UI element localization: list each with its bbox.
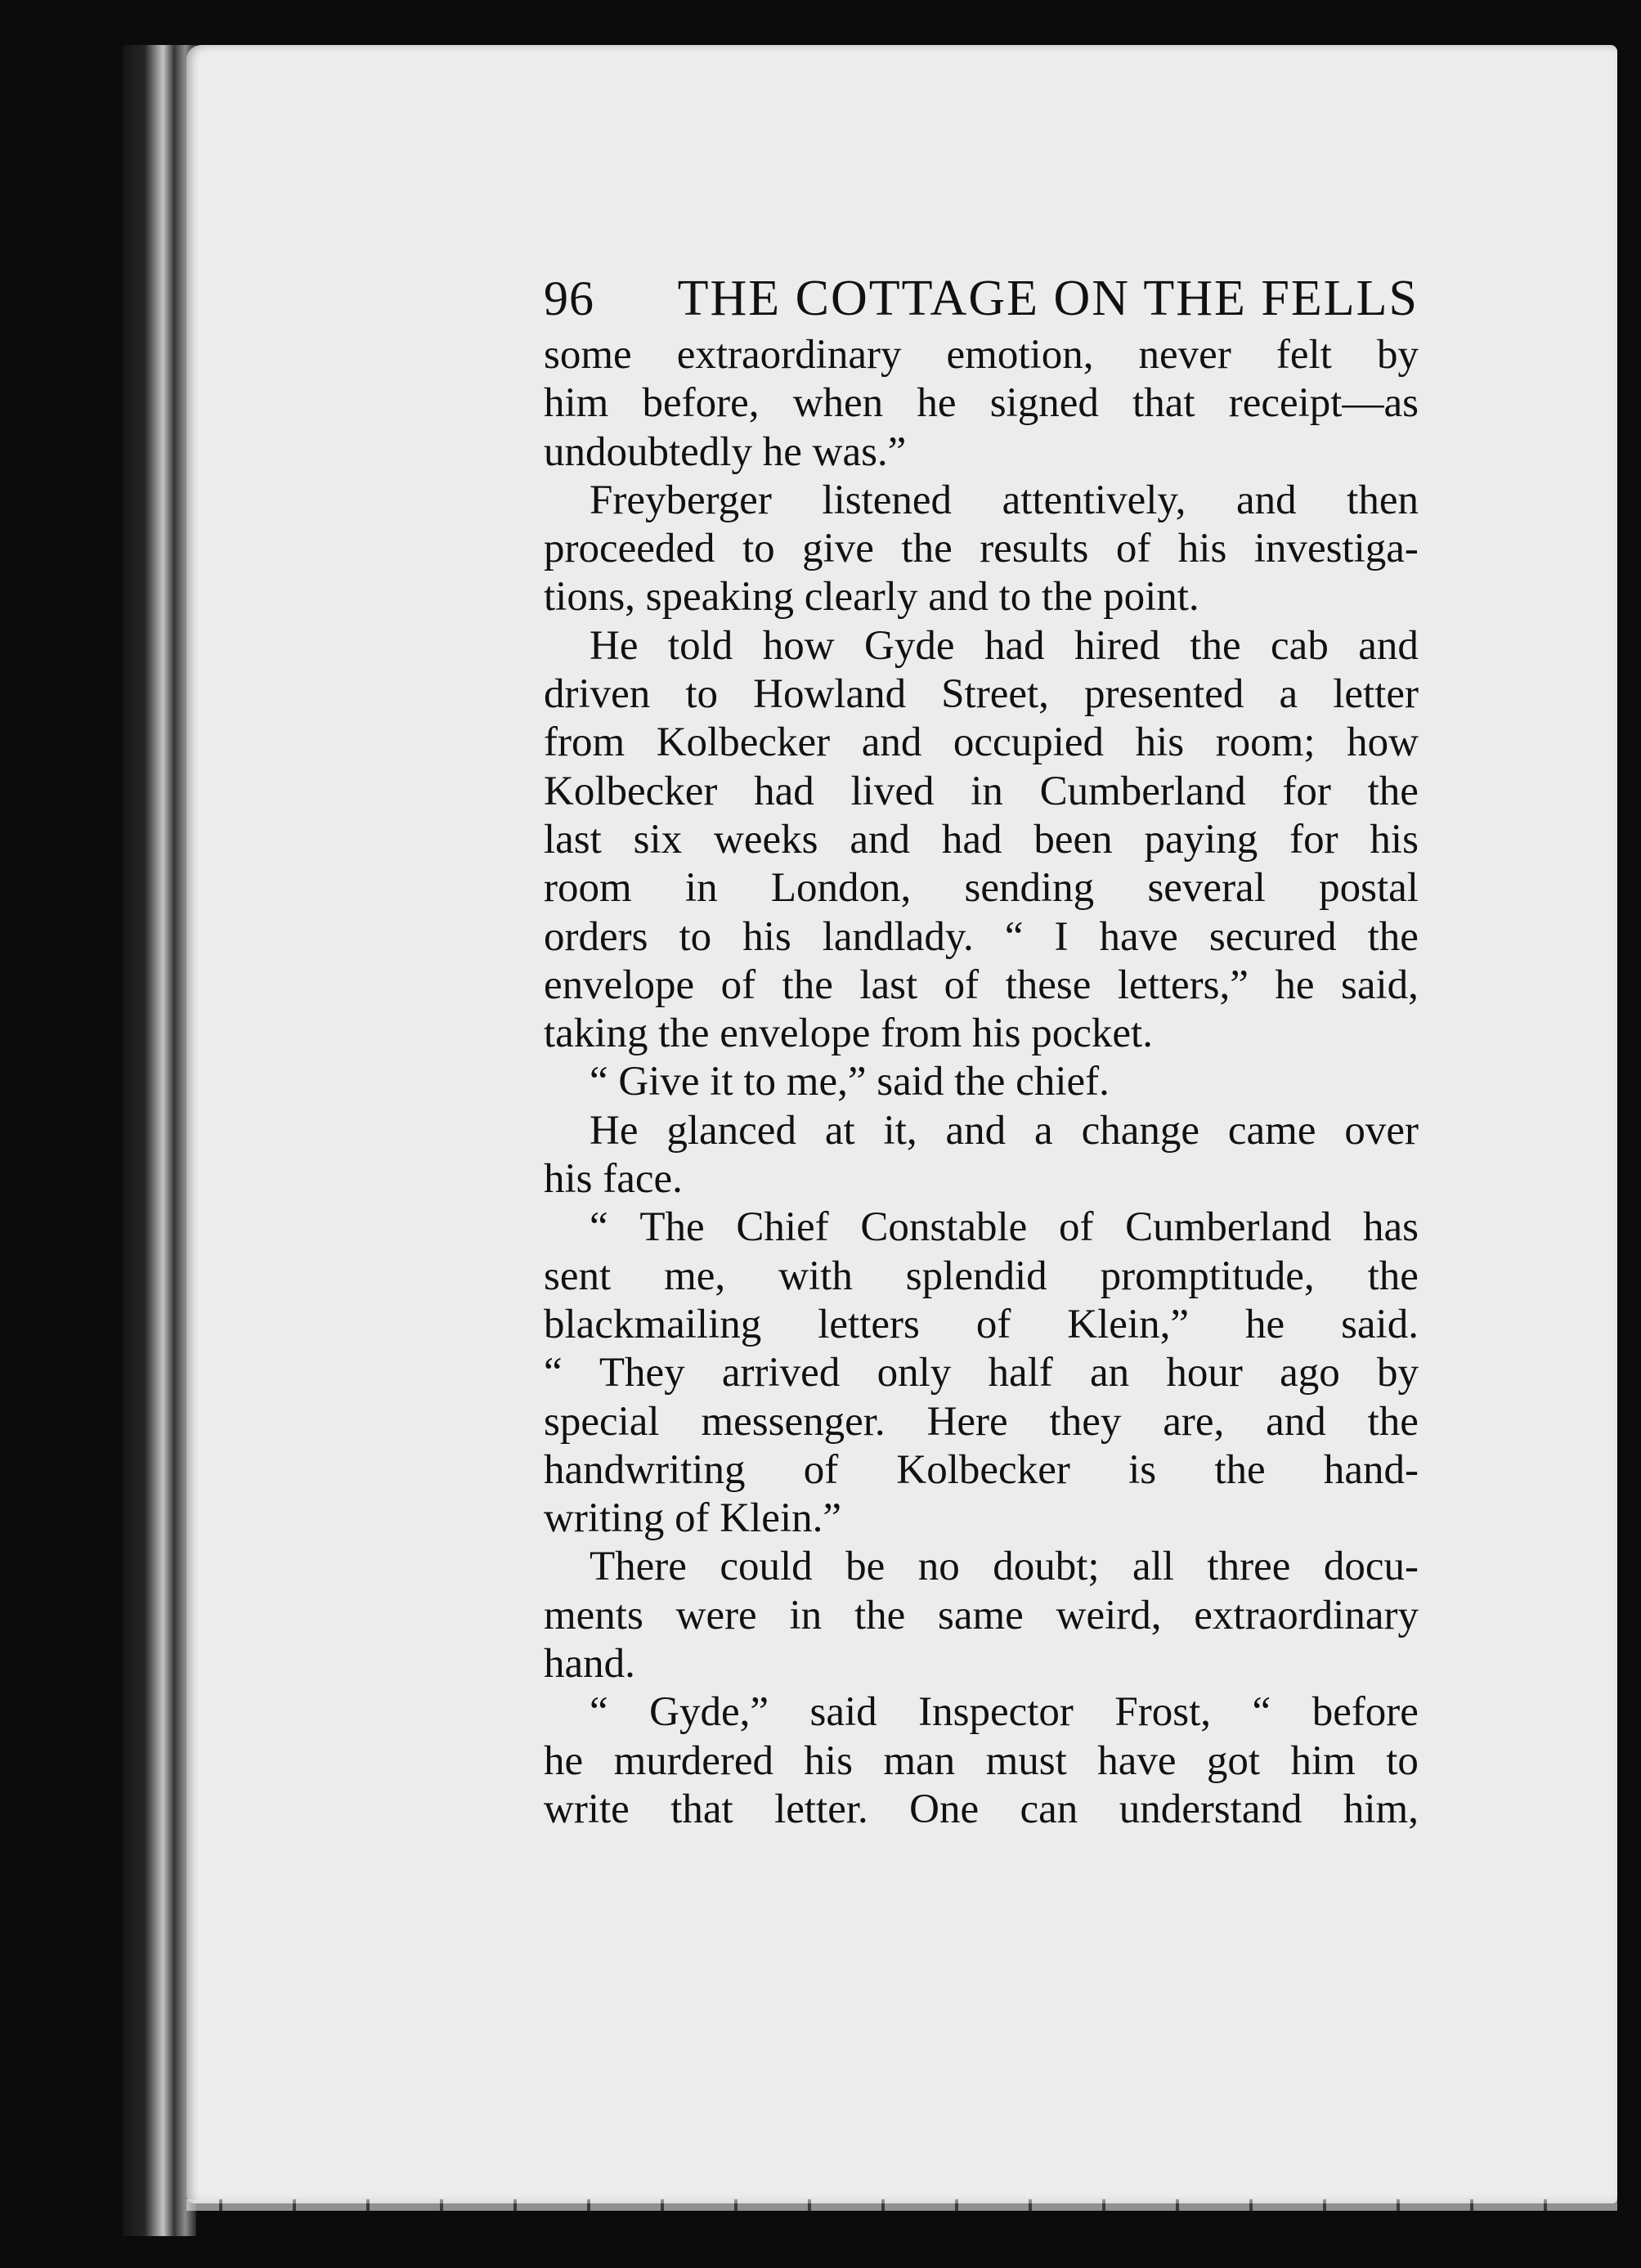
body-text bbox=[544, 331, 1419, 1834]
text-line: tions, speaking clearly and to the point. bbox=[544, 574, 1199, 621]
text-line: him before, when he signed that receipt—as bbox=[544, 380, 1419, 427]
running-head bbox=[544, 266, 1419, 331]
text-line: Kolbecker had lived in Cumberland for the bbox=[544, 768, 1419, 814]
text-line: writing of Klein.” bbox=[544, 1495, 841, 1542]
text-line: “ The Chief Constable of Cumberland has bbox=[590, 1204, 1419, 1251]
text-line: special messenger. Here they are, and the bbox=[544, 1398, 1419, 1445]
running-head-title: THE COTTAGE ON THE FELLS bbox=[677, 271, 1419, 326]
text-line: undoubtedly he was.” bbox=[544, 428, 907, 475]
text-line: sent me, with splendid promptitude, the bbox=[544, 1253, 1419, 1299]
text-line: hand. bbox=[544, 1641, 635, 1688]
text-line: “ They arrived only half an hour ago by bbox=[544, 1350, 1419, 1396]
text-line: “ Gyde,” said Inspector Frost, “ before bbox=[590, 1689, 1419, 1736]
text-line: some extraordinary emotion, never felt by bbox=[544, 332, 1419, 378]
text-line: handwriting of Kolbecker is the hand- bbox=[544, 1446, 1419, 1493]
text-line: envelope of the last of these letters,” he said, bbox=[544, 961, 1419, 1008]
text-line: ments were in the same weird, extraordinary bbox=[544, 1592, 1419, 1638]
text-line: blackmailing letters of Klein,” he said. bbox=[544, 1301, 1419, 1347]
text-line: taking the envelope from his pocket. bbox=[544, 1011, 1153, 1057]
book-spine bbox=[123, 45, 196, 2236]
text-line: There could be no doubt; all three docu- bbox=[590, 1544, 1419, 1590]
text-line: his face. bbox=[544, 1156, 683, 1203]
text-line: Freyberger listened attentively, and then bbox=[590, 477, 1419, 523]
text-line: orders to his landlady. “ I have secured the bbox=[544, 913, 1419, 960]
page-number: 96 bbox=[544, 271, 594, 325]
text-line: proceeded to give the results of his investiga- bbox=[544, 526, 1419, 572]
text-line: from Kolbecker and occupied his room; how bbox=[544, 719, 1419, 766]
page-bottom-edge bbox=[186, 2199, 1617, 2211]
text-line: write that letter. One can understand him, bbox=[544, 1786, 1419, 1832]
text-line: last six weeks and had been paying for his bbox=[544, 816, 1419, 863]
text-line: room in London, sending several postal bbox=[544, 865, 1419, 912]
text-line: He told how Gyde had hired the cab and bbox=[590, 622, 1419, 669]
text-line: he murdered his man must have got him to bbox=[544, 1737, 1419, 1784]
text-line: “ Give it to me,” said the chief. bbox=[590, 1059, 1110, 1105]
page-text-block bbox=[544, 266, 1419, 1834]
text-line: He glanced at it, and a change came over bbox=[590, 1107, 1419, 1154]
text-line: driven to Howland Street, presented a letter bbox=[544, 671, 1419, 718]
